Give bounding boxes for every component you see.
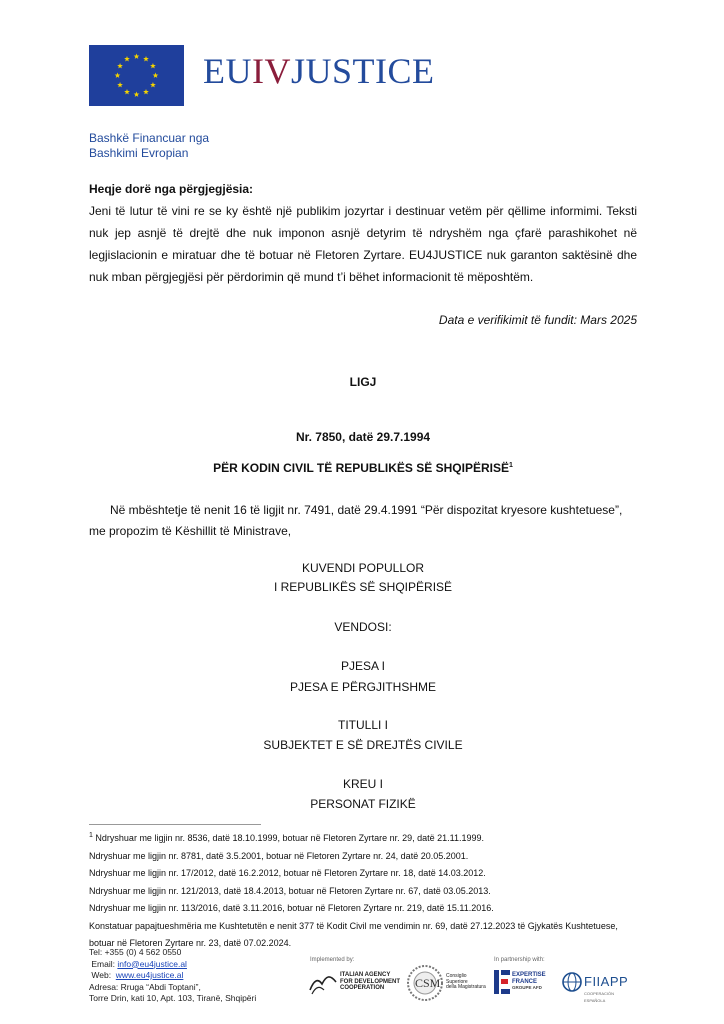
aics-line-1: ITALIAN AGENCY xyxy=(340,972,391,978)
brand-justice: JUSTICE xyxy=(291,51,435,91)
verification-date: Data e verifikimit të fundit: Mars 2025 xyxy=(438,313,637,327)
eu-star-icon xyxy=(134,54,140,59)
decides: VENDOSI: xyxy=(334,620,392,634)
contact-info xyxy=(89,947,256,1005)
csm-mark: CSM xyxy=(415,976,441,990)
footnote-line-5: Ndryshuar me ligjin nr. 113/2016, datë 3.11.2016, botuar në Fletoren Zyrtare nr. 219, datë 15.11.2016. xyxy=(89,903,494,913)
email-link[interactable]: info@eu4justice.al xyxy=(117,958,187,969)
web-link[interactable]: www.eu4justice.al xyxy=(115,970,184,980)
disclaimer-body: Jeni të lutur të vini re se ky është një publikim jozyrtar i destinuar vetëm për qëllime informimi. Teksti nuk jep asnjë të drejtë dhe nuk imponon asnjë detyrim të ndryshëm nga çfarë parashikohet në legjislacionin e miratuar dhe të botuar në Fletoren Zyrtare. EU4JUSTICE nuk garanton saktësinë dhe nuk mban përgjegjësi për përdorimin që mund t’i bëhet informacionit të mëposhtëm. xyxy=(89,204,637,284)
eu-flag-logo xyxy=(89,45,184,106)
footnote-line-1: $^1$ Ndryshuar me ligjin nr. 8536, datë 18.10.1999, botuar në Fletoren Zyrtare nr. 29, datë 21.11.1999. xyxy=(89,832,485,843)
implemented-by-label: Implemented by: xyxy=(310,957,355,963)
footnote-line-6: Konstatuar papajtueshmëria me Kushtetutën e nenit 377 të Kodit Civil me vendimin nr. 69, datë 27.12.2023 të Gjykatës Kushtetuese, botuar në Fletoren Zyrtare nr. 23, datë 07.02.2024. xyxy=(89,920,618,948)
csm-line-2: Superiore xyxy=(446,978,468,985)
law-title xyxy=(89,461,637,475)
eu-star-icon xyxy=(153,73,159,78)
eu-star-icon xyxy=(143,89,149,94)
cofinanced-line-2: Bashkimi Evropian xyxy=(89,146,189,160)
expertise-france-icon xyxy=(494,970,510,994)
ef-line-2: FRANCE xyxy=(512,978,537,985)
law-number: Nr. 7850, datë 29.7.1994 xyxy=(295,430,431,444)
footnote-mark: 1 xyxy=(89,832,93,839)
aics-line-3: COOPERATION xyxy=(340,985,385,991)
title-name: SUBJEKTET E SË DREJTËS CIVILE xyxy=(263,738,463,752)
eu-star-icon xyxy=(117,63,123,68)
partnership-label: In partnership with: xyxy=(494,957,545,963)
footnote-separator xyxy=(89,824,261,825)
eu-star-icon xyxy=(134,92,140,97)
assembly-line-1: KUVENDI POPULLOR xyxy=(301,561,425,575)
contact-address-1: Adresa: Rruga “Abdi Toptani”, xyxy=(89,981,201,992)
eu-star-icon xyxy=(117,82,123,87)
brand-iv: IV xyxy=(252,51,291,91)
cofinanced-line-1: Bashkë Financuar nga xyxy=(89,131,210,145)
footnote-line-2: Ndryshuar me ligjin nr. 8781, datë 3.5.2001, botuar në Fletoren Zyrtare nr. 24, datë 20.05.2001. xyxy=(89,850,469,861)
aics-line-2: FOR DEVELOPMENT xyxy=(340,978,401,985)
ef-line-1: EXPERTISE xyxy=(512,972,546,978)
law-title-text: PËR KODIN CIVIL TË REPUBLIKËS SË SHQIPËRISË xyxy=(213,461,509,475)
disclaimer-block xyxy=(89,178,637,288)
fiiapp-name: FIIAPP xyxy=(584,974,629,989)
brand-wordmark xyxy=(203,50,435,92)
contact-address-2: Torre Drin, kati 10, Apt. 103, Tiranë, Shqipëri xyxy=(89,993,257,1003)
footnotes xyxy=(89,827,637,953)
brand-eu: EU xyxy=(203,51,252,91)
footnote-ref[interactable]: 1 xyxy=(508,462,513,469)
contact-email-row: Email: info@eu4justice.al xyxy=(91,958,187,969)
aics-hands-icon xyxy=(308,968,338,996)
title-label: TITULLI I xyxy=(337,718,388,732)
preamble xyxy=(89,500,637,542)
eu-star-icon xyxy=(150,82,156,87)
eu-star-icon xyxy=(115,73,121,78)
law-type: LIGJ xyxy=(349,375,377,389)
disclaimer-heading: Heqje dorë nga përgjegjësia: xyxy=(89,182,254,196)
eu-stars-icon xyxy=(89,45,184,106)
csm-line-3: della Magistratura xyxy=(446,984,486,990)
footnote-line-3: Ndryshuar me ligjin nr. 17/2012, datë 16.2.2012, botuar në Fletoren Zyrtare nr. 18, datë 14.03.2012. xyxy=(89,868,486,878)
eu-star-icon xyxy=(124,56,130,61)
eu-star-icon xyxy=(150,63,156,68)
eu-star-icon xyxy=(124,89,130,94)
preamble-line-2: me propozim të Këshillit të Ministrave, xyxy=(89,524,292,538)
fiiapp-globe-icon xyxy=(562,972,582,992)
ef-line-3: GROUPE AFD xyxy=(512,985,542,990)
chapter-title: PERSONAT FIZIKË xyxy=(310,797,416,811)
fiiapp-sub: COOPERACIÓN ESPAÑOLA xyxy=(584,991,615,1003)
eu-star-icon xyxy=(143,56,149,61)
part-label: PJESA I xyxy=(340,659,386,673)
csm-line-1: Consiglio xyxy=(446,973,467,979)
contact-tel: Tel: +355 (0) 4 562 0550 xyxy=(89,947,182,957)
footnote-line-4: Ndryshuar me ligjin nr. 121/2013, datë 18.4.2013, botuar në Fletoren Zyrtare nr. 67, datë 03.05.2013. xyxy=(89,885,491,896)
assembly-line-2: I REPUBLIKËS SË SHQIPËRISË xyxy=(273,580,453,594)
contact-web-row: Web: www.eu4justice.al xyxy=(91,970,184,980)
chapter-label: KREU I xyxy=(342,777,383,791)
part-title: PJESA E PËRGJITHSHME xyxy=(289,680,437,694)
preamble-line-1: Në mbështetje të nenit 16 të ligjit nr. 7491, datë 29.4.1991 “Për dispozitat kryesore kushtetuese”, xyxy=(110,503,623,517)
